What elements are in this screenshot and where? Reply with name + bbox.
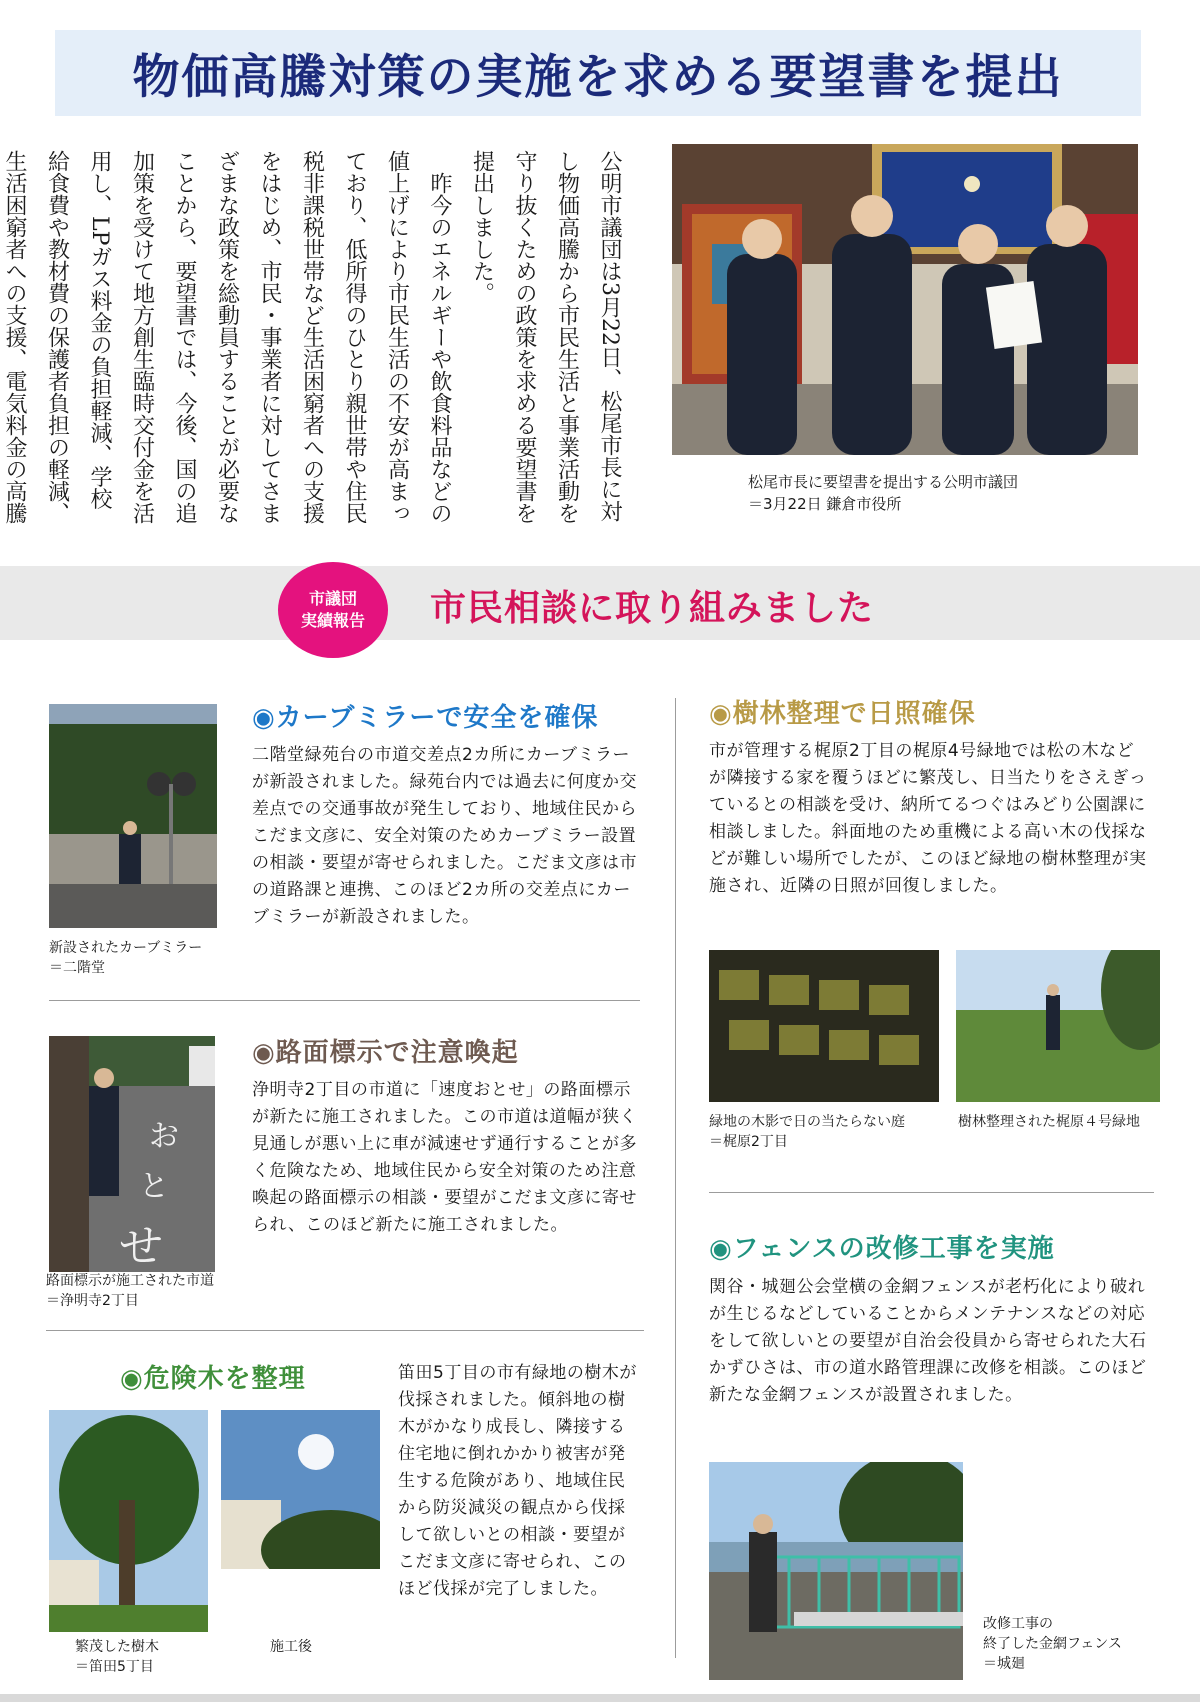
fence-photo (709, 1462, 963, 1680)
lead-article-text (2, 150, 630, 525)
trees-before-photo (49, 1410, 208, 1632)
marking-caption-line1: 路面標示が施工された市道 (46, 1273, 214, 1289)
column-divider (675, 698, 676, 1658)
trees-before-caption-line2: ＝笛田5丁目 (75, 1659, 154, 1675)
photo-shaded-garden (709, 950, 939, 1102)
forest-left-caption-line2: ＝梶原2丁目 (709, 1134, 788, 1150)
photo-cleared-greenspace (956, 950, 1160, 1102)
divider-3 (709, 1192, 1154, 1193)
badge-line2: 実績報告 (300, 611, 365, 630)
forest-right-caption: 樹林整理された梶原４号緑地 (958, 1114, 1140, 1130)
title-band (55, 30, 1141, 116)
photo-trees-after (221, 1410, 380, 1569)
svg-text:お: お (149, 1119, 179, 1154)
fence-caption-line2: 終了した金網フェンス (983, 1636, 1122, 1652)
mirror-caption-line2: ＝二階堂 (49, 960, 105, 976)
marking-caption-line2: ＝浄明寺2丁目 (46, 1293, 139, 1309)
divider-2 (46, 1330, 644, 1331)
curve-mirror-photo (49, 704, 217, 928)
trees-after-caption: 施工後 (270, 1639, 312, 1655)
forest-body: 市が管理する梶原2丁目の梶原4号緑地では松の木などが隣接する家を覆うほどに繁茂し、日当たりをさえぎっているとの相談を受け、納所てるつぐはみどり公園課に相談しました。斜面地のため重機による高い木の伐採などが難しい場所でしたが、このほど緑地の樹林整理が実施され、近隣の日照が回復しました。 (709, 741, 1147, 896)
forest-left-caption-line1: 緑地の木影で日の当たらない庭 (709, 1114, 905, 1130)
fence-body: 関谷・城廻公会堂横の金網フェンスが老朽化により破れが生じるなどしていることからメンテナンスなどの対応をして欲しいとの要望が自治会役員から寄せられた大石かずひさは、市の道水路管理課に改修を相談。このほど新たな金網フェンスが設置されました。 (709, 1277, 1147, 1405)
photo-trees-before (49, 1410, 208, 1632)
mirror-title: ◉カーブミラーで安全を確保 (252, 703, 599, 733)
svg-text:せ: せ (119, 1221, 163, 1272)
page-title: 物価高騰対策の実施を求める要望書を提出 (132, 49, 1064, 105)
lead-photo-caption-line1: 松尾市長に要望書を提出する公明市議団 (748, 473, 1019, 491)
road-marking-photo (49, 1036, 215, 1272)
meeting-photo-illustration (672, 144, 1138, 455)
lead-paragraph-1: 公明市議団は3月22日、松尾市長に対し物価高騰から市民生活と事業活動を守り抜くための政策を求める要望書を提出しました。 (469, 150, 622, 524)
cleared-greenspace-photo (956, 950, 1160, 1102)
mirror-body: 二階堂緑苑台の市道交差点2カ所にカーブミラーが新設されました。緑苑台内では過去に何度か交差点での交通事故が発生しており、地域住民からこだま文彦に、安全対策のためカーブミラー設置の相談・要望が寄せられました。こだま文彦は市の道路課と連携、このほど2カ所の交差点にカーブミラーが新設されました。 (252, 745, 637, 927)
divider-1 (49, 1000, 640, 1001)
photo-curve-mirror (49, 704, 217, 928)
badge-line1: 市議団 (308, 589, 357, 608)
section-heading: 市民相談に取り組みました (430, 588, 875, 629)
trees-title: ◉危険木を整理 (120, 1364, 306, 1394)
photo-fence (709, 1462, 963, 1680)
fence-caption-line3: ＝城廻 (983, 1656, 1025, 1672)
trees-before-caption-line1: 繁茂した樹木 (75, 1639, 159, 1655)
fence-title: ◉フェンスの改修工事を実施 (709, 1234, 1055, 1264)
trees-body: 笛田5丁目の市有緑地の樹木が伐採されました。傾斜地の樹木がかなり成長し、隣接する住宅地に倒れかかり被害が発生する危険があり、地域住民から防災減災の観点から伐採して欲しいとの相談・要望がこだま文彦に寄せられ、このほど伐採が完了しました。 (398, 1363, 637, 1599)
svg-text:と: と (139, 1169, 169, 1204)
shaded-garden-photo (709, 950, 939, 1102)
fence-caption-line1: 改修工事の (983, 1616, 1053, 1632)
photo-road-marking (49, 1036, 215, 1272)
lead-photo-council-delegation (672, 144, 1138, 455)
trees-after-photo (221, 1410, 380, 1569)
section-badge (278, 562, 388, 658)
bottom-rule (0, 1694, 1200, 1702)
marking-body: 浄明寺2丁目の市道に「速度おとせ」の路面標示が新たに施工されました。この市道は道幅が狭く見通しが悪い上に車が減速せず通行することが多く危険なため、地域住民から安全対策のため注意喚起の路面標示の相談・要望がこだま文彦に寄せられ、このほど新たに施工されました。 (252, 1080, 637, 1235)
mirror-caption-line1: 新設されたカーブミラー (49, 940, 203, 956)
marking-title: ◉路面標示で注意喚起 (252, 1038, 519, 1068)
lead-photo-caption-line2: ＝3月22日 鎌倉市役所 (748, 495, 902, 513)
lead-paragraph-2: 昨今のエネルギーや飲食料品などの値上げにより市民生活の不安が高まっており、低所得のひとり親世帯や住民税非課税世帯など生活困窮者への支援をはじめ、市民・事業者に対してさまざまな政策を総動員することが必要なことから、要望書では、今後、国の追加策を受けて地方創生臨時交付金を活用し、LPガス料金の負担軽減、学校給食費や教材費の保護者負担の軽減、生活困窮者への支援、電気料金の高騰 (2, 150, 452, 524)
forest-title: ◉樹林整理で日照確保 (709, 699, 976, 729)
